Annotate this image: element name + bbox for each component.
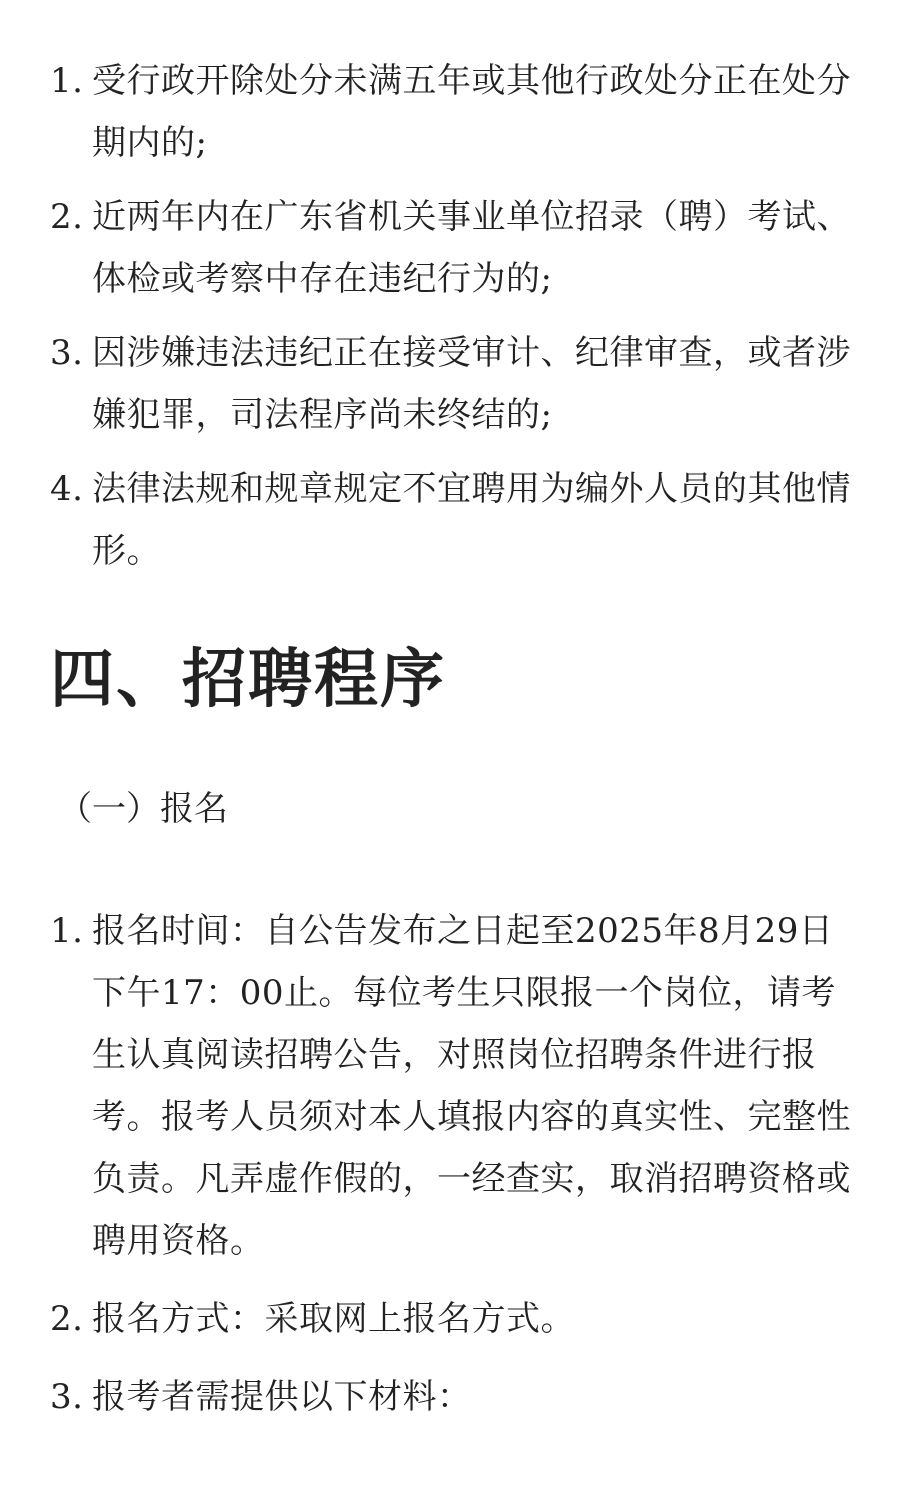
list-item-text: 法律法规和规章规定不宜聘用为编外人员的其他情形。 <box>92 469 851 571</box>
section-heading: 四、招聘程序 <box>50 642 446 717</box>
subsection-heading: （一）报名 <box>58 789 228 829</box>
list-item-text: 近两年内在广东省机关事业单位招录（聘）考试、体检或考察中存在违纪行为的; <box>92 197 851 299</box>
list-item <box>0 900 900 1272</box>
list-item <box>0 1288 900 1350</box>
list-item-number: 1. <box>50 911 84 951</box>
registration-list <box>0 900 900 1444</box>
list-item-number: 2. <box>50 1299 84 1339</box>
list-item-number: 4. <box>50 469 84 509</box>
list-item-number: 3. <box>50 1377 84 1417</box>
list-item <box>0 322 900 446</box>
disqualification-list <box>0 50 900 594</box>
list-item-number: 3. <box>50 333 84 373</box>
list-item-text: 报名时间：自公告发布之日起至2025年8月29日下午17：00止。每位考生只限报一个岗位，请考生认真阅读招聘公告，对照岗位招聘条件进行报考。报考人员须对本人填报内容的真实性、完整性负责。凡弄虚作假的，一经查实，取消招聘资格或聘用资格。 <box>92 911 851 1261</box>
list-item <box>0 50 900 174</box>
list-item-number: 2. <box>50 197 84 237</box>
list-item-text: 报名方式：采取网上报名方式。 <box>92 1299 575 1339</box>
list-item-text: 报考者需提供以下材料： <box>92 1377 472 1417</box>
list-item <box>0 458 900 582</box>
list-item <box>0 1366 900 1428</box>
list-item-number: 1. <box>50 61 84 101</box>
list-item-text: 受行政开除处分未满五年或其他行政处分正在处分期内的; <box>92 61 851 163</box>
list-item <box>0 186 900 310</box>
list-item-text: 因涉嫌违法违纪正在接受审计、纪律审查，或者涉嫌犯罪，司法程序尚未终结的; <box>92 333 851 435</box>
